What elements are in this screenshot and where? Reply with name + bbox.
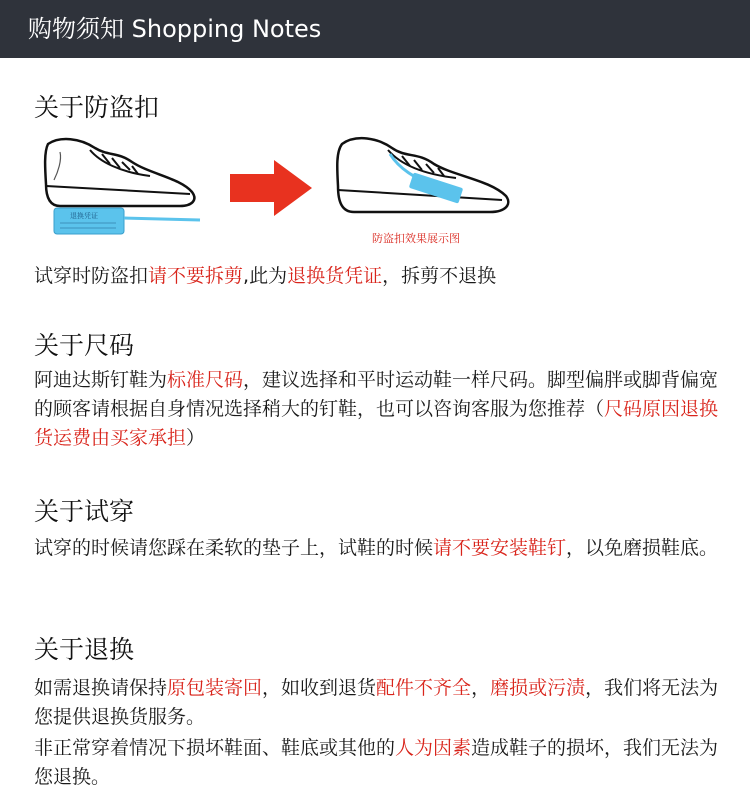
highlight-text: 尺码原因退换货运费由买家承担 <box>34 398 719 449</box>
text-run: 试穿时防盗扣 <box>34 265 149 287</box>
text-run: ，如收到退货 <box>262 677 377 699</box>
text-run: 造成鞋子的损坏，我们无法为您退换。 <box>34 737 719 788</box>
highlight-text: 请不要安装鞋钉 <box>433 537 567 559</box>
highlight-text: 配件不齐全 <box>376 677 472 699</box>
highlight-text: 请不要拆剪 <box>148 265 244 287</box>
text-run: ，建议选择和平时运动鞋一样尺码。脚型偏胖或脚背偏宽的顾客请根据自身情况选择稍大的钉鞋，也可以咨询客服为您推荐（ <box>34 369 719 420</box>
tag-title: 退换凭证 <box>70 212 98 220</box>
return-text <box>34 674 724 732</box>
section-title-return: 关于退换 <box>34 635 135 664</box>
section-title-anti-theft: 关于防盗扣 <box>34 93 160 122</box>
text-run: 非正常穿着情况下损坏鞋面、鞋底或其他的 <box>34 737 396 759</box>
text-run: 如需退换请保持 <box>34 677 168 699</box>
highlight-text: 原包装寄回 <box>167 677 263 699</box>
text-run: ， <box>471 677 491 699</box>
highlight-text: 人为因素 <box>395 737 472 759</box>
red-arrow-icon <box>228 158 314 218</box>
text-run: ，拆剪不退换 <box>382 265 497 287</box>
header-title: 购物须知 Shopping Notes <box>28 15 322 43</box>
text-run: 阿迪达斯钉鞋为 <box>34 369 168 391</box>
text-run: 试穿的时候请您踩在柔软的垫子上，试鞋的时候 <box>34 537 434 559</box>
text-run: ） <box>186 427 206 449</box>
section-title-size: 关于尺码 <box>34 331 135 360</box>
shoe-with-tag-illustration <box>40 132 210 244</box>
text-run: ,此为 <box>243 265 288 287</box>
return-text-2 <box>34 734 724 792</box>
size-text <box>34 366 724 453</box>
highlight-text: 标准尺码 <box>167 369 244 391</box>
highlight-text: 磨损或污渍 <box>490 677 586 699</box>
text-run: ，以免磨损鞋底。 <box>566 537 719 559</box>
anti-theft-text <box>34 262 724 291</box>
tryon-text <box>34 534 724 563</box>
text-run: ，我们将无法为您提供退换货服务。 <box>34 677 719 728</box>
shoe-tag-effect-illustration <box>330 130 520 230</box>
page-header <box>0 0 750 58</box>
section-title-tryon: 关于试穿 <box>34 497 135 526</box>
highlight-text: 退换货凭证 <box>287 265 383 287</box>
image-caption: 防盗扣效果展示图 <box>372 232 460 245</box>
